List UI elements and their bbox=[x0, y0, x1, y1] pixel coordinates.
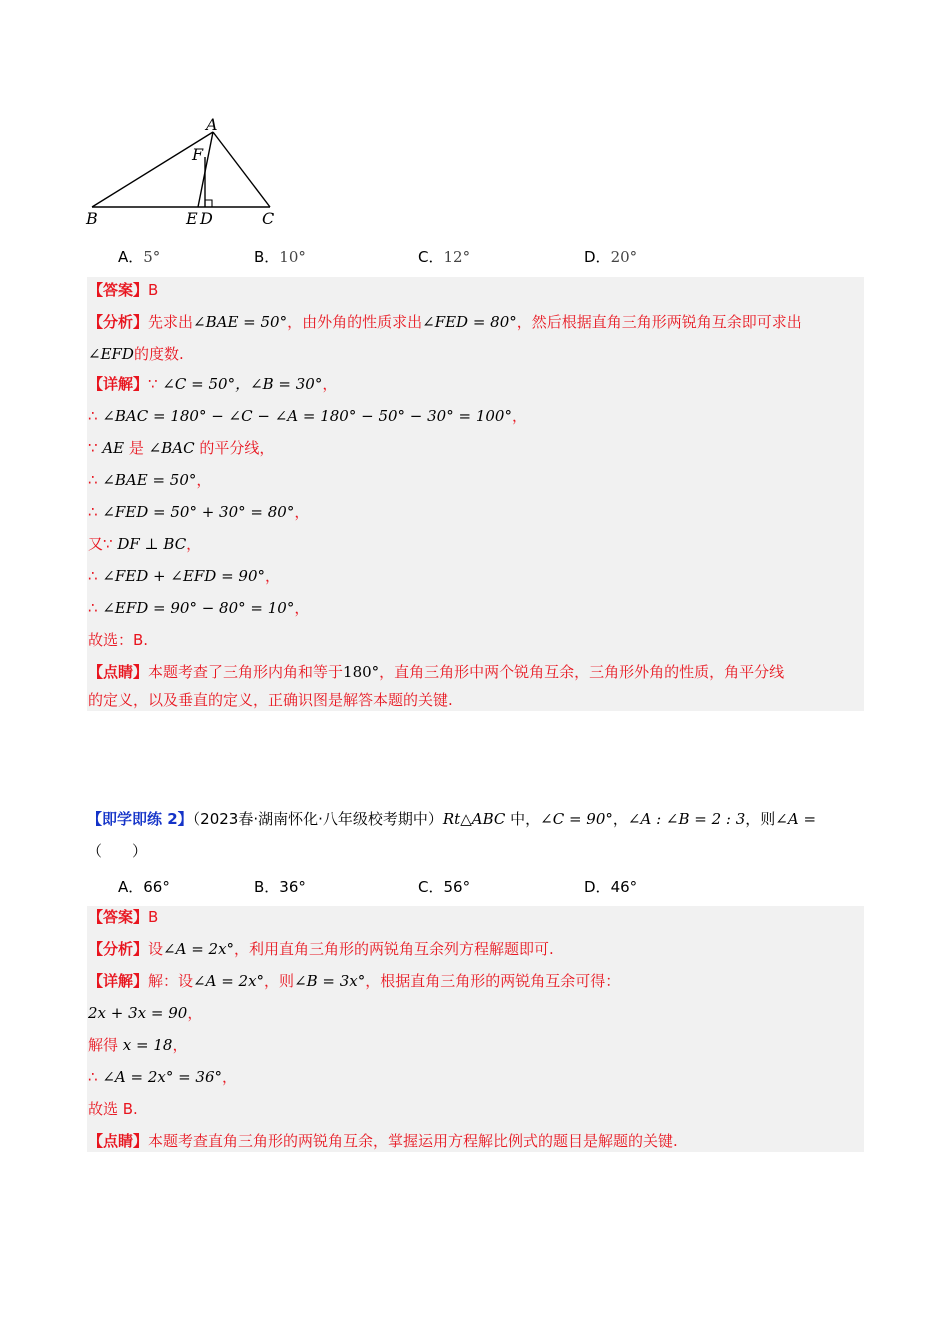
q2-option-d[interactable]: D．46° bbox=[584, 878, 638, 896]
q2-detail-line3: 解得 x = 18， bbox=[88, 1036, 188, 1054]
label-C: C bbox=[262, 209, 275, 228]
right-angle-mark bbox=[205, 200, 212, 207]
q1-detail-line8: ∴ ∠EFD = 90° − 80° = 10°， bbox=[88, 599, 310, 617]
q1-option-a[interactable]: A．5° bbox=[118, 248, 161, 266]
label-D: D bbox=[200, 209, 213, 228]
q2-option-c[interactable]: C．56° bbox=[418, 878, 471, 896]
triangle-figure bbox=[84, 112, 284, 230]
q2-answer: 【答案】B bbox=[88, 908, 159, 926]
q2-detail-line4: ∴ ∠A = 2x° = 36°， bbox=[88, 1068, 238, 1086]
q1-detail-line2: ∴ ∠BAC = 180° − ∠C − ∠A = 180° − 50° − 30° = 100°， bbox=[88, 407, 527, 425]
q1-detail-line5: ∴ ∠FED = 50° + 30° = 80°， bbox=[88, 503, 310, 521]
q2-source: （2023春·湖南怀化·八年级校考期中） bbox=[192, 810, 443, 828]
q1-option-b[interactable]: B．10° bbox=[254, 248, 306, 266]
q2-detail-line1: 【详解】解：设∠A = 2x°，则∠B = 3x°，根据直角三角形的两锐角互余可得： bbox=[88, 972, 621, 990]
label-A: A bbox=[206, 115, 218, 134]
label-B: B bbox=[86, 209, 98, 228]
q2-stem: 【即学即练 2】（2023春·湖南怀化·八年级校考期中）Rt△ABC 中，∠C = 90°，∠A : ∠B = 2 : 3，则∠A = bbox=[87, 810, 817, 828]
q2-label: 【即学即练 2】 bbox=[87, 810, 193, 828]
q1-detail-line1: 【详解】∵ ∠C = 50°，∠B = 30°， bbox=[88, 375, 338, 393]
q2-solution-panel bbox=[87, 906, 864, 1152]
q2-comment: 【点睛】本题考查直角三角形的两锐角互余，掌握运用方程解比例式的题目是解题的关键. bbox=[88, 1132, 678, 1150]
q2-detail-line2: 2x + 3x = 90， bbox=[88, 1004, 203, 1022]
q2-options bbox=[118, 876, 758, 900]
q1-detail-line4: ∴ ∠BAE = 50°， bbox=[88, 471, 212, 489]
q1-analysis-line2: ∠EFD的度数. bbox=[88, 345, 184, 363]
q1-options bbox=[118, 246, 758, 270]
q1-option-d[interactable]: D．20° bbox=[584, 248, 638, 266]
q1-detail-line3: ∵ AE 是 ∠BAC 的平分线， bbox=[88, 439, 275, 457]
q2-conclusion: 故选 B. bbox=[88, 1100, 138, 1118]
q1-solution-panel bbox=[87, 277, 864, 711]
q2-option-a[interactable]: A．66° bbox=[118, 878, 170, 896]
q2-question bbox=[87, 808, 864, 862]
q1-detail-line6: 又∵ DF ⊥ BC， bbox=[88, 535, 202, 553]
segment-AB bbox=[92, 132, 213, 207]
label-F: F bbox=[192, 145, 204, 164]
q1-comment-line2: 的定义，以及垂直的定义，正确识图是解答本题的关键. bbox=[88, 691, 453, 709]
q1-analysis-line1: 【分析】先求出∠BAE = 50°，由外角的性质求出∠FED = 80°，然后根据直角三角形两锐角互余即可求出 bbox=[88, 313, 802, 331]
q2-option-b[interactable]: B．36° bbox=[254, 878, 306, 896]
segment-AC bbox=[213, 132, 270, 207]
q1-detail-line7: ∴ ∠FED + ∠EFD = 90°， bbox=[88, 567, 281, 585]
q1-conclusion: 故选：B. bbox=[88, 631, 149, 649]
q1-comment-line1: 【点睛】本题考查了三角形内角和等于180°，直角三角形中两个锐角互余，三角形外角的性质，角平分线 bbox=[88, 663, 785, 681]
q2-analysis: 【分析】设∠A = 2x°，利用直角三角形的两锐角互余列方程解题即可. bbox=[88, 940, 554, 958]
q1-option-c[interactable]: C．12° bbox=[418, 248, 471, 266]
label-E: E bbox=[186, 209, 198, 228]
q1-answer: 【答案】B bbox=[88, 281, 159, 299]
q2-blank: （ ） bbox=[87, 842, 148, 860]
